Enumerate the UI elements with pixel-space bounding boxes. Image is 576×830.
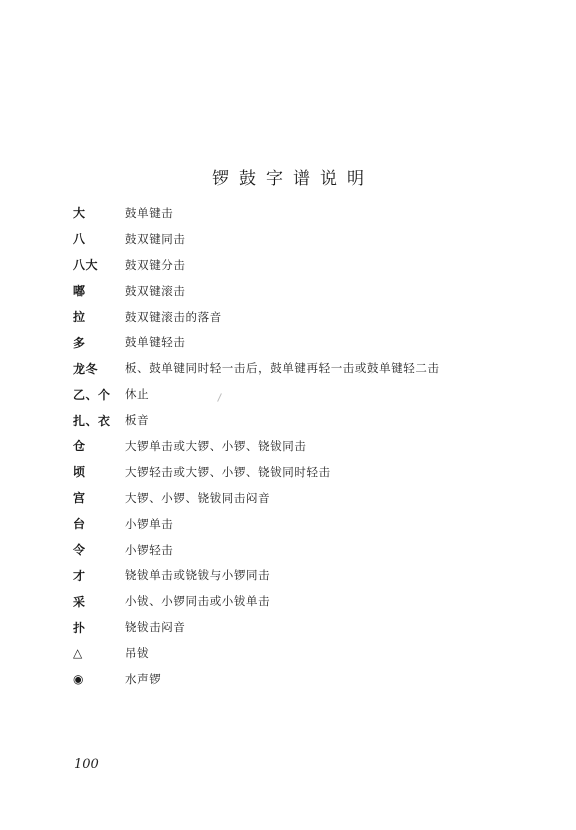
legend-description: 板音 xyxy=(125,413,150,428)
legend-symbol: 大 xyxy=(73,206,86,221)
legend-description: 大锣轻击或大锣、小锣、铙钹同时轻击 xyxy=(125,464,331,479)
legend-description: 铙钹单击或铙钹与小锣同击 xyxy=(125,568,271,583)
legend-row xyxy=(73,278,523,304)
legend-description: 水声锣 xyxy=(125,671,162,686)
legend-row xyxy=(73,511,523,537)
legend-description: 小钹、小锣同击或小钹单击 xyxy=(125,594,271,609)
legend-row xyxy=(73,329,523,355)
legend-symbol: 八 xyxy=(73,232,86,247)
legend-row xyxy=(73,200,523,226)
legend-symbol: 乙、个 xyxy=(73,387,111,402)
legend-row xyxy=(73,252,523,278)
page-number: 100 xyxy=(74,757,99,772)
legend-row xyxy=(73,588,523,614)
legend-row xyxy=(73,666,523,692)
legend-symbol: 嘟 xyxy=(73,284,86,299)
legend-description: 鼓双键分击 xyxy=(125,257,186,272)
legend-symbol: 仓 xyxy=(73,439,86,454)
legend-row xyxy=(73,562,523,588)
legend-row xyxy=(73,407,523,433)
legend-row xyxy=(73,485,523,511)
legend-description: 小锣单击 xyxy=(125,516,174,531)
legend-row xyxy=(73,459,523,485)
triangle-icon: △ xyxy=(73,646,83,661)
legend-description: 鼓双键滚击 xyxy=(125,283,186,298)
legend-symbol: 扎、衣 xyxy=(73,413,111,428)
legend-description: 大锣、小锣、铙钹同击闷音 xyxy=(125,490,271,505)
legend-row xyxy=(73,433,523,459)
legend-description: 吊钹 xyxy=(125,646,150,661)
legend-symbol: 采 xyxy=(73,594,86,609)
legend-row xyxy=(73,381,523,407)
legend-description: 板、鼓单键同时轻一击后，鼓单键再轻一击或鼓单键轻二击 xyxy=(125,361,440,376)
legend-description: 休止 xyxy=(125,387,150,402)
legend-row xyxy=(73,355,523,381)
legend-row xyxy=(73,537,523,563)
legend-symbol: 扑 xyxy=(73,620,86,635)
legend-description: 鼓双键滚击的落音 xyxy=(125,309,222,324)
legend-symbol: 台 xyxy=(73,517,86,532)
page-title: 锣鼓字谱说明 xyxy=(212,169,374,189)
legend-row xyxy=(73,226,523,252)
legend-row xyxy=(73,640,523,666)
legend-symbol: 拉 xyxy=(73,310,86,324)
legend-description: 小锣轻击 xyxy=(125,542,174,557)
legend-symbol: 才 xyxy=(73,568,86,583)
legend-symbol: 八大 xyxy=(73,258,99,273)
legend-symbol: 宫 xyxy=(73,491,86,506)
legend-description: 铙钹击闷音 xyxy=(125,620,186,635)
legend-description: 鼓单键击 xyxy=(125,205,174,220)
legend-list xyxy=(73,200,523,692)
legend-row xyxy=(73,614,523,640)
circled-dot-icon: ◉ xyxy=(73,671,84,686)
legend-symbol: 令 xyxy=(73,543,86,558)
legend-symbol: 龙冬 xyxy=(73,361,99,376)
legend-description: 鼓单键轻击 xyxy=(125,335,186,350)
legend-description: 鼓双键同击 xyxy=(125,231,186,246)
legend-symbol: 顷 xyxy=(73,465,86,480)
legend-symbol: 多 xyxy=(73,335,86,350)
legend-description: 大锣单击或大锣、小锣、铙钹同击 xyxy=(125,438,307,453)
legend-row xyxy=(73,304,523,330)
